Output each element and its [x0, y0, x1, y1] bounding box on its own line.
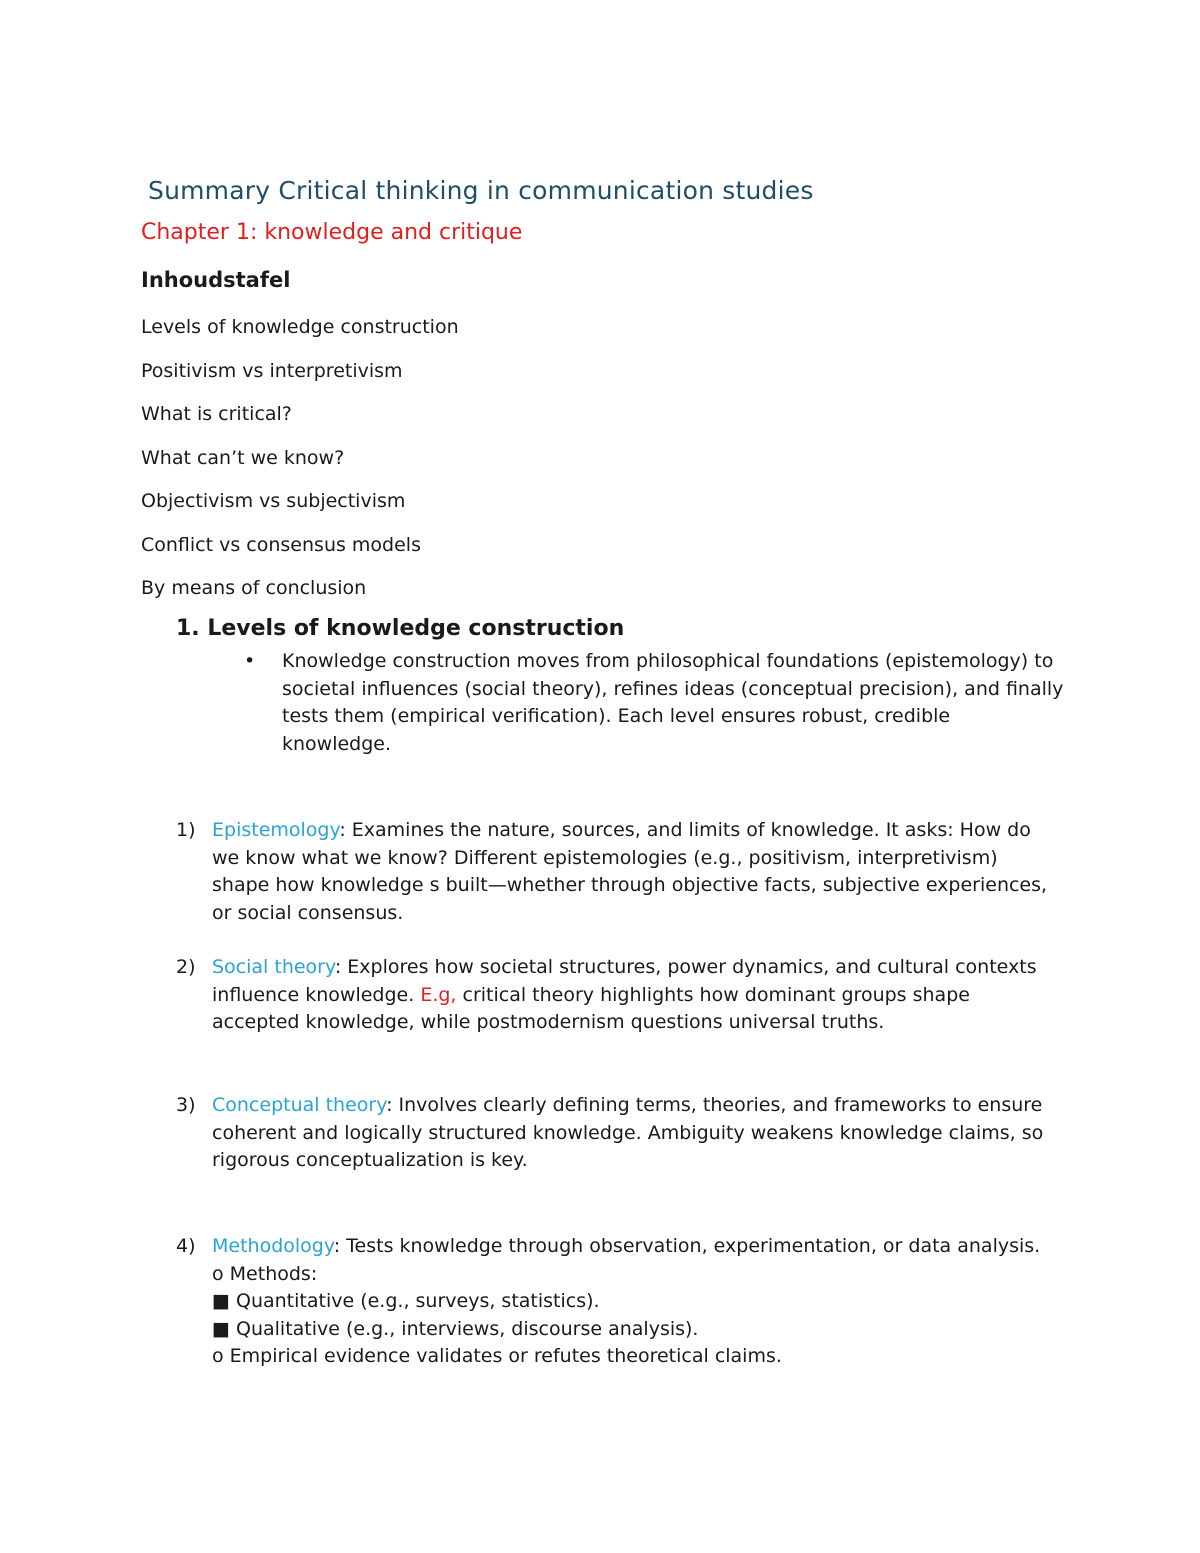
section-heading: 1. Levels of knowledge construction: [176, 616, 625, 641]
level-text: : Examines the nature, sources, and limits of knowledge. It asks: How do we know what we know? Different epistemologies (e.g., positivism, interpretivism) shape how knowledge s built—whether through objective facts, subjective experiences, or social consensus.: [212, 819, 1048, 924]
toc-item[interactable]: Positivism vs interpretivism: [141, 359, 403, 382]
level-number: 3): [176, 1094, 196, 1116]
level-term: Social theory: [212, 956, 335, 978]
toc-item[interactable]: What can’t we know?: [141, 446, 345, 469]
toc-item[interactable]: Levels of knowledge construction: [141, 316, 459, 338]
level-number: 2): [176, 956, 196, 978]
toc-heading: Inhoudstafel: [141, 268, 291, 292]
toc-item[interactable]: Conflict vs consensus models: [141, 533, 421, 556]
toc-item[interactable]: By means of conclusion: [141, 577, 367, 599]
sub-item: ■ Qualitative (e.g., interviews, discourse analysis).: [212, 1317, 699, 1340]
bullet-dot-icon: •: [244, 650, 256, 672]
level-body: [212, 1233, 1056, 1371]
level-body: [212, 817, 1056, 927]
level-item-social-theory: [176, 954, 1056, 1037]
toc-item[interactable]: Objectivism vs subjectivism: [141, 490, 406, 512]
level-number: 4): [176, 1235, 196, 1257]
level-text: : Tests knowledge through observation, experimentation, or data analysis.: [333, 1235, 1041, 1257]
level-text: critical theory highlights how dominant groups shape accepted knowledge, while postmodernism questions universal truths.: [212, 983, 970, 1034]
toc-item[interactable]: What is critical?: [141, 403, 292, 425]
level-number: 1): [176, 819, 196, 841]
level-item-methodology: [176, 1233, 1056, 1371]
level-term: Epistemology: [212, 819, 340, 841]
sub-item: o Methods:: [212, 1262, 318, 1285]
level-item-conceptual-theory: [176, 1092, 1056, 1175]
level-text: : Involves clearly defining terms, theories, and frameworks to ensure coherent and logically structured knowledge. Ambiguity weakens knowledge claims, so rigorous conceptualization is key.: [212, 1094, 1044, 1172]
chapter-heading: Chapter 1: knowledge and critique: [141, 220, 523, 245]
level-body: [212, 1092, 1056, 1175]
sub-item: ■ Quantitative (e.g., surveys, statistics).: [212, 1290, 600, 1313]
sub-item: o Empirical evidence validates or refutes theoretical claims.: [212, 1345, 782, 1368]
level-item-epistemology: [176, 817, 1056, 927]
table-of-contents: [141, 314, 459, 619]
level-term: Conceptual theory: [212, 1094, 387, 1116]
bullet-paragraph: [244, 648, 1064, 758]
level-term: Methodology: [212, 1235, 334, 1257]
bullet-text: Knowledge construction moves from philosophical foundations (epistemology) to societal influences (social theory), refines ideas (conceptual precision), and finally tests them (empirical verification). Each level ensures robust, credible knowledge.: [282, 650, 1064, 755]
example-marker: E.g,: [420, 983, 457, 1006]
level-text: : Explores how societal structures, power dynamics, and cultural contexts influence knowledge.: [212, 956, 1037, 1006]
level-body: [212, 954, 1056, 1037]
document-title: Summary Critical thinking in communication studies: [148, 176, 814, 205]
